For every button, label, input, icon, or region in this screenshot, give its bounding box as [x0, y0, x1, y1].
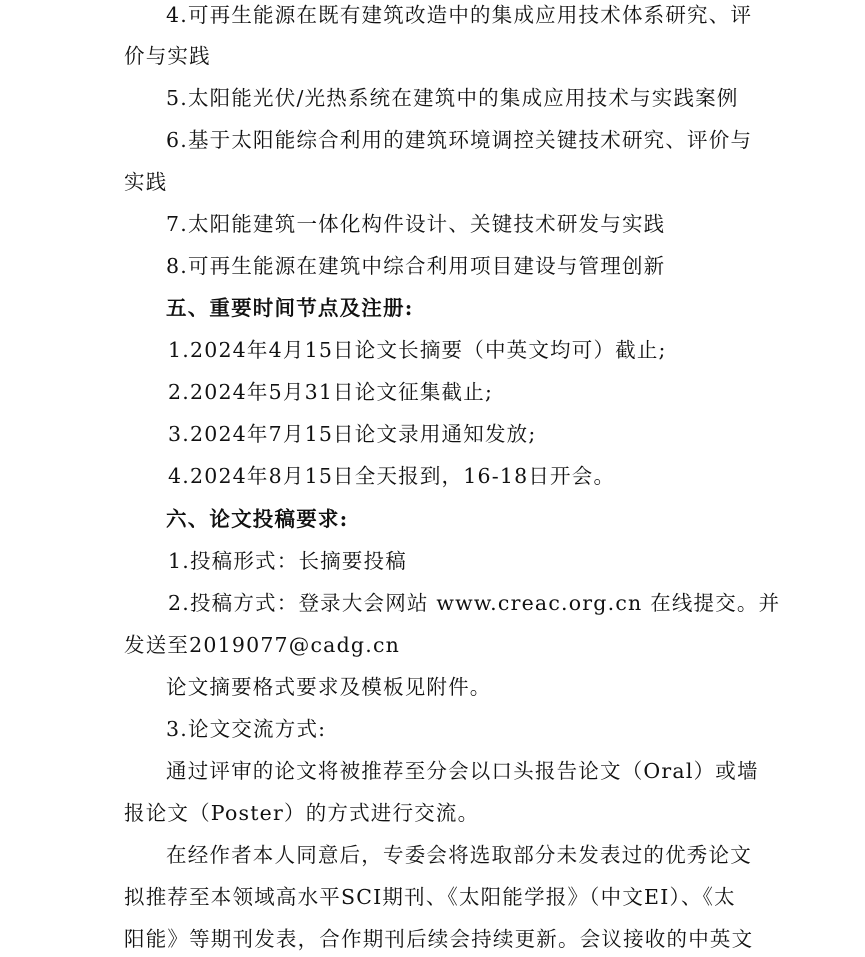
section-5-heading: 五、重要时间节点及注册:	[166, 296, 414, 320]
exchange-method-heading: 3.论文交流方式:	[166, 717, 327, 741]
submission-method-line-2: 发送至2019077@cadg.cn	[124, 633, 401, 657]
topic-7: 7.太阳能建筑一体化构件设计、关键技术研发与实践	[166, 212, 666, 236]
exchange-method-line-2: 报论文（Poster）的方式进行交流。	[124, 801, 480, 825]
deadline-2: 2.2024年5月31日论文征集截止;	[168, 380, 494, 404]
section-6-heading: 六、论文投稿要求:	[166, 507, 349, 531]
topic-4-line-1: 4.可再生能源在既有建筑改造中的集成应用技术体系研究、评	[166, 3, 753, 27]
recommendation-line-2: 拟推荐至本领域高水平SCI期刊、《太阳能学报》（中文EI）、《太	[124, 885, 736, 909]
topic-6-line-1: 6.基于太阳能综合利用的建筑环境调控关键技术研究、评价与	[166, 128, 753, 152]
topic-5: 5.太阳能光伏/光热系统在建筑中的集成应用技术与实践案例	[166, 86, 739, 110]
topic-4-line-2: 价与实践	[124, 44, 211, 68]
deadline-3: 3.2024年7月15日论文录用通知发放;	[168, 422, 537, 446]
recommendation-line-1: 在经作者本人同意后，专委会将选取部分未发表过的优秀论文	[166, 843, 752, 867]
deadline-1: 1.2024年4月15日论文长摘要（中英文均可）截止;	[168, 338, 667, 362]
abstract-template-note: 论文摘要格式要求及模板见附件。	[166, 675, 492, 699]
submission-form: 1.投稿形式：长摘要投稿	[168, 549, 407, 573]
submission-method-line-1: 2.投稿方式：登录大会网站 www.creac.org.cn 在线提交。并	[168, 591, 781, 615]
deadline-4: 4.2024年8月15日全天报到，16-18日开会。	[168, 464, 616, 488]
recommendation-line-3: 阳能》等期刊发表，合作期刊后续会持续更新。会议接收的中英文	[124, 927, 754, 951]
topic-6-line-2: 实践	[124, 170, 168, 194]
topic-8: 8.可再生能源在建筑中综合利用项目建设与管理创新	[166, 254, 666, 278]
exchange-method-line-1: 通过评审的论文将被推荐至分会以口头报告论文（Oral）或墙	[166, 759, 759, 783]
